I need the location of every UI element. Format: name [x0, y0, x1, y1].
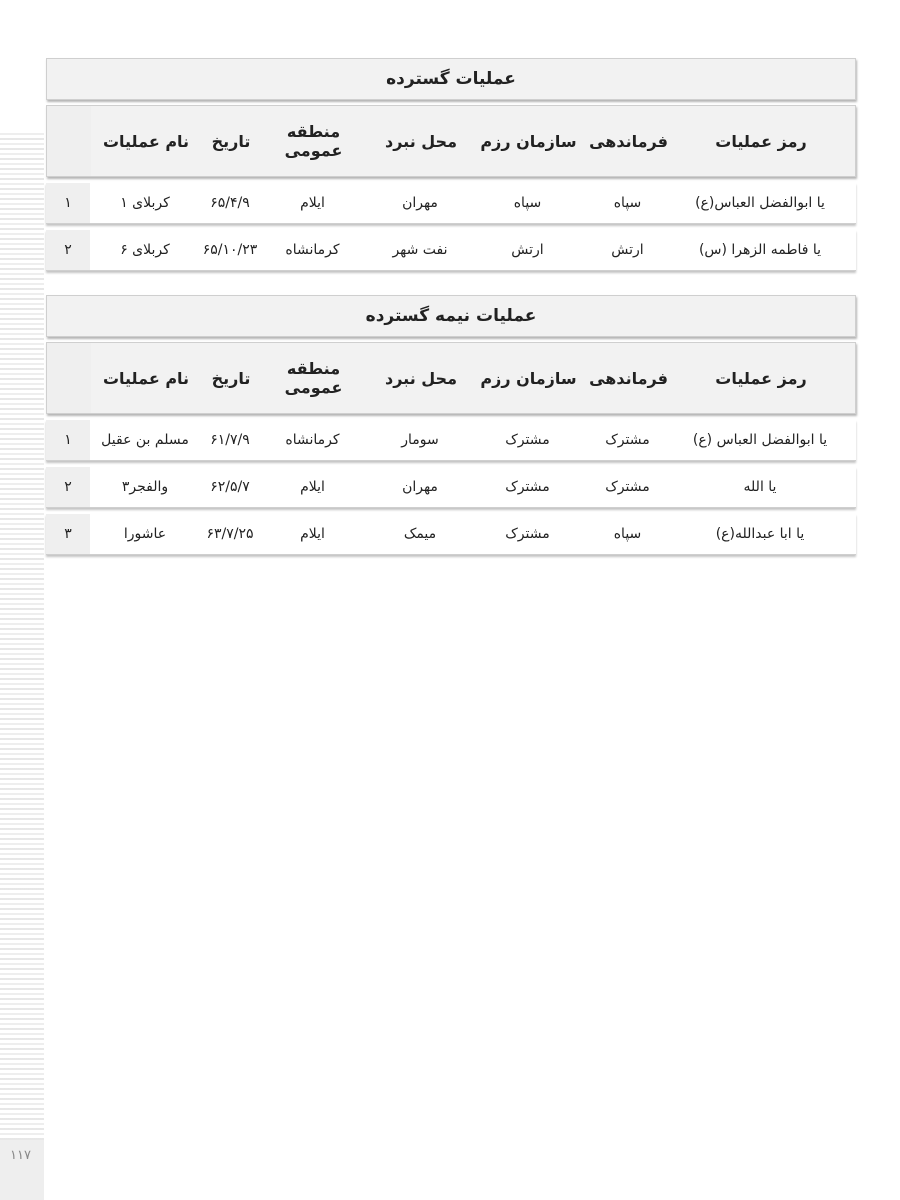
- row-index: ۱: [46, 420, 90, 460]
- operation-location: میمک: [403, 526, 437, 542]
- operation-date: ۶۳/۷/۲۵: [206, 526, 254, 542]
- operation-command: مشترک: [605, 432, 650, 448]
- margin-decoration: [0, 130, 44, 1200]
- operation-command: مشترک: [605, 479, 650, 495]
- header-region: منطقه عمومی: [284, 359, 343, 397]
- table-row: [46, 420, 856, 461]
- header-organization: سازمان رزم: [480, 368, 577, 388]
- operation-organization: مشترک: [505, 479, 550, 495]
- operation-name: مسلم بن عقیل: [101, 432, 189, 448]
- header-organization: سازمان رزم: [480, 131, 577, 151]
- page-number: ۱۱۷: [10, 1148, 31, 1163]
- table-header: [46, 105, 856, 177]
- operation-region: ایلام: [300, 195, 325, 211]
- operation-name: کربلای ۱: [120, 195, 170, 211]
- row-index: ۱: [46, 183, 90, 223]
- header-location: محل نبرد: [385, 131, 457, 151]
- operation-location: مهران: [402, 195, 438, 211]
- section-title: عملیات نیمه گسترده: [46, 295, 856, 337]
- operation-region: کرمانشاه: [285, 432, 340, 448]
- row-index: ۲: [46, 467, 90, 507]
- operation-date: ۶۵/۱۰/۲۳: [202, 242, 258, 258]
- section-extensive-operations: [46, 58, 856, 277]
- table-row: [46, 183, 856, 224]
- row-index: ۳: [46, 514, 90, 554]
- header-command: فرماندهی: [589, 368, 668, 388]
- operation-code: یا الله: [743, 479, 777, 495]
- operation-name: والفجر۳: [121, 479, 169, 495]
- operation-name: کربلای ۶: [120, 242, 170, 258]
- operation-name: عاشورا: [123, 526, 167, 542]
- operation-code: یا فاطمه الزهرا (س): [698, 242, 822, 258]
- header-code: رمز عملیات: [715, 368, 807, 388]
- operation-date: ۶۱/۷/۹: [210, 432, 250, 448]
- operation-organization: مشترک: [505, 526, 550, 542]
- section-semi-extensive-operations: [46, 295, 856, 561]
- operation-code: یا ابوالفضل العباس (ع): [692, 432, 828, 448]
- header-index-cell: [47, 106, 91, 176]
- row-index: ۲: [46, 230, 90, 270]
- header-index-cell: [47, 343, 91, 413]
- operation-organization: مشترک: [505, 432, 550, 448]
- header-location: محل نبرد: [385, 368, 457, 388]
- operation-command: سپاه: [613, 526, 642, 542]
- operation-date: ۶۵/۴/۹: [210, 195, 250, 211]
- operation-code: یا ابوالفضل العباس(ع): [695, 195, 825, 211]
- operation-organization: سپاه: [513, 195, 542, 211]
- header-name: نام عملیات: [102, 368, 190, 388]
- operation-organization: ارتش: [511, 242, 544, 258]
- operation-region: کرمانشاه: [285, 242, 340, 258]
- header-region: منطقه عمومی: [284, 122, 343, 160]
- operation-date: ۶۲/۵/۷: [210, 479, 250, 495]
- operation-command: سپاه: [613, 195, 642, 211]
- operation-location: مهران: [402, 479, 438, 495]
- table-row: [46, 230, 856, 271]
- header-command: فرماندهی: [589, 131, 668, 151]
- table-header: [46, 342, 856, 414]
- operation-command: ارتش: [611, 242, 644, 258]
- header-name: نام عملیات: [102, 131, 190, 151]
- operation-region: ایلام: [300, 526, 325, 542]
- operation-region: ایلام: [300, 479, 325, 495]
- operation-location: نفت شهر: [392, 242, 448, 258]
- table-row: [46, 467, 856, 508]
- operation-location: سومار: [401, 432, 439, 448]
- table-row: [46, 514, 856, 555]
- operation-code: یا ابا عبدالله(ع): [715, 526, 805, 542]
- header-code: رمز عملیات: [715, 131, 807, 151]
- section-title: عملیات گسترده: [46, 58, 856, 100]
- header-date: تاریخ: [211, 131, 251, 151]
- header-date: تاریخ: [211, 368, 251, 388]
